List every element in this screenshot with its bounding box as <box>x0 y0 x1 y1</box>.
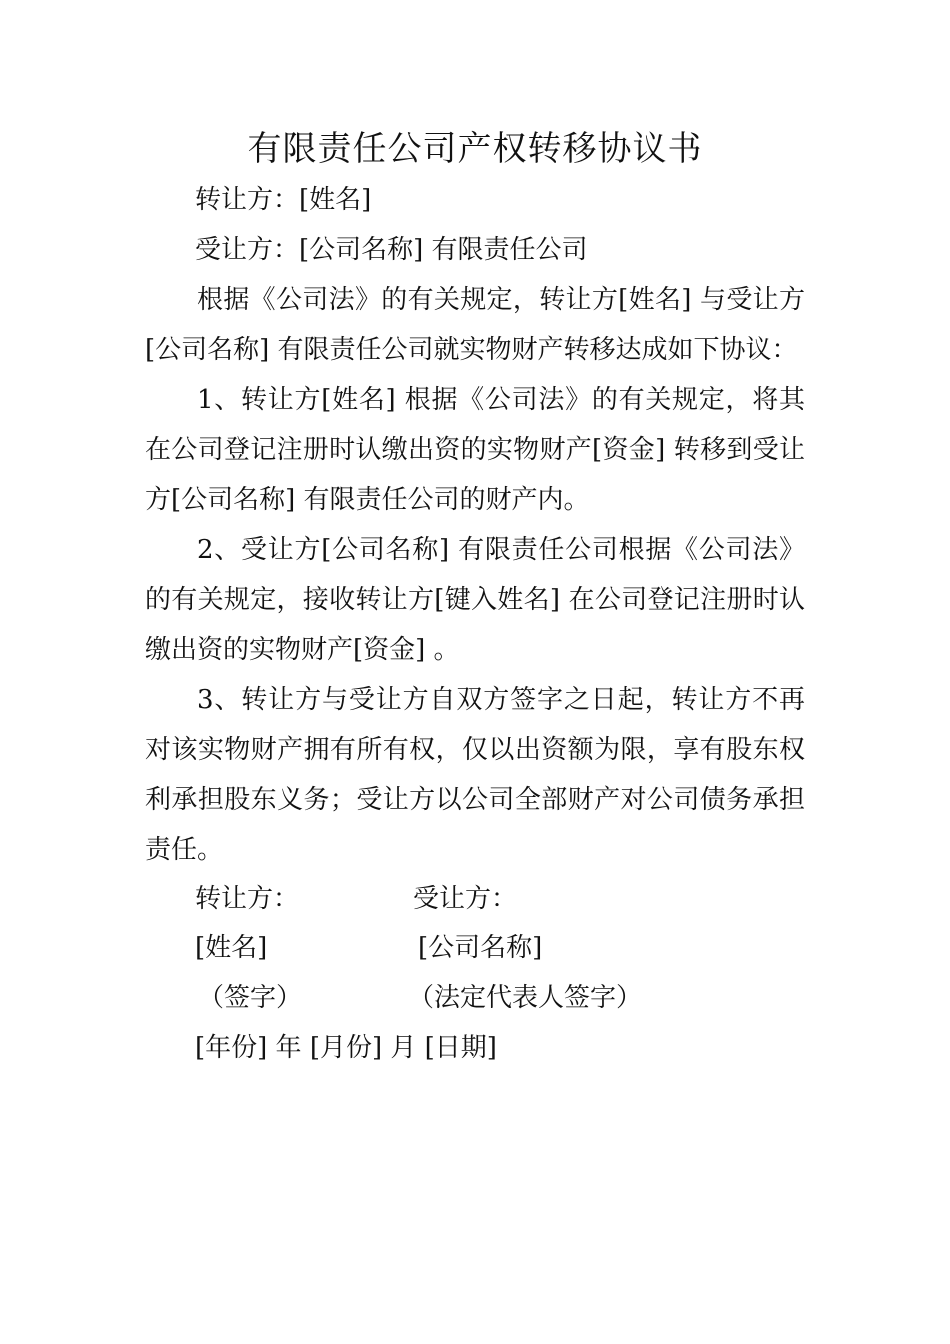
signature-transferee-name: [公司名称] <box>418 933 543 963</box>
signature-transferor-label: 转让方： <box>195 884 300 914</box>
signature-transferor-name: [姓名] <box>195 933 268 963</box>
signature-transferor-sign: （签字） <box>198 983 303 1013</box>
clause-3: 3、转让方与受让方自双方签字之日起，转让方不再对该实物财产拥有所有权，仅以出资额为限，享有股东权利承担股东义务；受让方以公司全部财产对公司债务承担责任。 <box>145 685 805 865</box>
document-title: 有限责任公司产权转移协议书 <box>247 129 703 169</box>
intro-paragraph: 根据《公司法》的有关规定，转让方[姓名] 与受让方[公司名称] 有限责任公司就实物财产转移达成如下协议： <box>145 285 805 365</box>
transferee-line: 受让方：[公司名称] 有限责任公司 <box>195 235 588 265</box>
signature-transferee-sign: （法定代表人签字） <box>408 983 643 1013</box>
date-line: [年份] 年 [月份] 月 [日期] <box>195 1033 497 1063</box>
transferor-line: 转让方：[姓名] <box>195 185 372 215</box>
clause-2: 2、受让方[公司名称] 有限责任公司根据《公司法》的有关规定，接收转让方[键入姓名] 在公司登记注册时认缴出资的实物财产[资金] 。 <box>145 535 805 665</box>
clause-1: 1、转让方[姓名] 根据《公司法》的有关规定，将其在公司登记注册时认缴出资的实物财产[资金] 转移到受让方[公司名称] 有限责任公司的财产内。 <box>145 385 805 515</box>
signature-transferee-label: 受让方： <box>413 884 518 914</box>
